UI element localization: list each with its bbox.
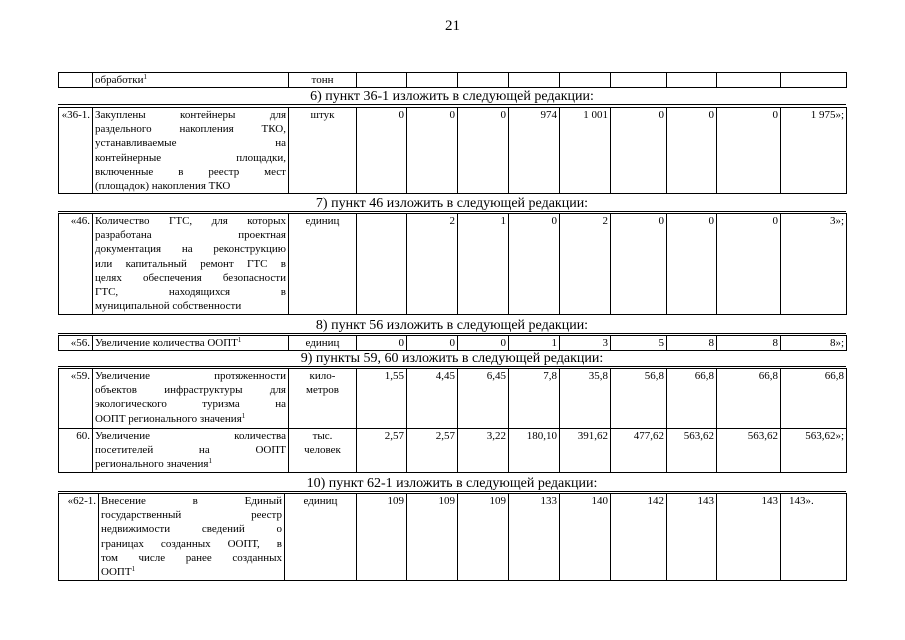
value-cell: 8: [717, 336, 781, 351]
item-unit: штук: [289, 108, 357, 194]
value-cell: 56,8: [611, 369, 667, 429]
value-cell: 109: [357, 494, 407, 581]
item-unit: кило- метров: [289, 369, 357, 429]
table-section-56: [58, 335, 847, 351]
value-cell: 0: [667, 214, 717, 315]
value-cell: 5: [611, 336, 667, 351]
value-cell: 0: [611, 214, 667, 315]
value-cell: 3»;: [781, 214, 847, 315]
value-cell: 35,8: [560, 369, 611, 429]
table-row: [59, 369, 847, 429]
item-code: «62-1.: [59, 494, 99, 581]
value-cell: 0: [611, 108, 667, 194]
divider: [58, 333, 846, 334]
item-name: Внесение в Единый государственный реестр недвижимости сведений о границах созданных ООПТ, в том числе ранее созданных ООПТ$^1$: [99, 494, 285, 581]
table-row: [59, 214, 847, 315]
value-cell: 0: [717, 108, 781, 194]
value-cell: 477,62: [611, 429, 667, 473]
value-cell: 563,62: [717, 429, 781, 473]
value-cell: 0: [458, 336, 509, 351]
table-fragment-top: [58, 72, 847, 88]
item-code: «36-1.: [59, 108, 93, 194]
value-cell: [357, 214, 407, 315]
item-unit: тыс. человек: [289, 429, 357, 473]
item-code: «46.: [59, 214, 93, 315]
value-cell: 8: [667, 336, 717, 351]
value-cell: 0: [407, 108, 458, 194]
table-section-46: [58, 213, 847, 315]
value-cell: 6,45: [458, 369, 509, 429]
value-cell: 2: [407, 214, 458, 315]
value-cell: 142: [611, 494, 667, 581]
item-code: 60.: [59, 429, 93, 473]
value-cell: 0: [458, 108, 509, 194]
value-cell: 1,55: [357, 369, 407, 429]
value-cell: 3,22: [458, 429, 509, 473]
value-cell: 140: [560, 494, 611, 581]
item-name: Увеличение количества посетителей на ООПТ регионального значения$^1$: [93, 429, 289, 473]
value-cell: 66,8: [717, 369, 781, 429]
instruction-text: 8) пункт 56 изложить в следующей редакции:: [315, 318, 589, 333]
table-row: [59, 336, 847, 351]
page-number: 21: [445, 18, 460, 34]
value-cell: 0: [509, 214, 560, 315]
value-cell: 563,62»;: [781, 429, 847, 473]
divider: [58, 104, 846, 105]
item-name: Закуплены контейнеры для раздельного накопления ТКО, устанавливаемые на контейнерные площадки, включенные в реестр мест (площадок) накопления ТКО: [93, 108, 289, 194]
item-unit: единиц: [289, 214, 357, 315]
value-cell: 0: [717, 214, 781, 315]
value-cell: 7,8: [509, 369, 560, 429]
value-cell: 66,8: [667, 369, 717, 429]
instruction-text: 7) пункт 46 изложить в следующей редакции:: [315, 196, 589, 211]
code-cell: [59, 73, 93, 88]
value-cell: 0: [357, 336, 407, 351]
name-cell: обработки$^1$: [93, 73, 289, 88]
table-section-59-60: [58, 368, 847, 473]
value-cell: 1 975»;: [781, 108, 847, 194]
table-row: [59, 108, 847, 194]
value-cell: 133: [509, 494, 560, 581]
value-cell: 143: [717, 494, 781, 581]
item-unit: единиц: [285, 494, 357, 581]
value-cell: 4,45: [407, 369, 458, 429]
value-cell: 391,62: [560, 429, 611, 473]
item-unit: единиц: [289, 336, 357, 351]
value-cell: 180,10: [509, 429, 560, 473]
value-cell: 2,57: [357, 429, 407, 473]
value-cell: 1 001: [560, 108, 611, 194]
value-cell: 8»;: [781, 336, 847, 351]
instruction-text: 6) пункт 36-1 изложить в следующей редакции:: [310, 89, 594, 104]
instruction-text: 9) пункты 59, 60 изложить в следующей редакции:: [300, 351, 604, 366]
divider: [58, 366, 846, 367]
value-cell: 0: [357, 108, 407, 194]
table-section-36-1: [58, 107, 847, 194]
value-cell: 1: [509, 336, 560, 351]
instruction-text: 10) пункт 62-1 изложить в следующей редакции:: [306, 476, 598, 491]
unit-cell: тонн: [289, 73, 357, 88]
item-name: Увеличение количества ООПТ$^1$: [93, 336, 289, 351]
value-cell: 66,8: [781, 369, 847, 429]
table-section-62-1: [58, 493, 847, 581]
value-cell: 2,57: [407, 429, 458, 473]
value-cell: 109: [458, 494, 509, 581]
value-cell: 974: [509, 108, 560, 194]
value-cell: 1: [458, 214, 509, 315]
divider: [58, 491, 846, 492]
table-row: [59, 73, 847, 88]
table-row: [59, 429, 847, 473]
item-name: Увеличение протяженности объектов инфраструктуры для экологического туризма на ООПТ регионального значения$^1$: [93, 369, 289, 429]
value-cell: 0: [407, 336, 458, 351]
value-cell: 143».: [781, 494, 847, 581]
value-cell: 109: [407, 494, 458, 581]
value-cell: 0: [667, 108, 717, 194]
table-row: [59, 494, 847, 581]
value-cell: 3: [560, 336, 611, 351]
value-cell: 563,62: [667, 429, 717, 473]
value-cell: 2: [560, 214, 611, 315]
item-name: Количество ГТС, для которых разработана проектная документация на реконструкцию или капитальный ремонт ГТС в целях обеспечения безопасности ГТС, находящихся в муниципальной собственности: [93, 214, 289, 315]
item-code: «56.: [59, 336, 93, 351]
value-cell: 143: [667, 494, 717, 581]
item-code: «59.: [59, 369, 93, 429]
divider: [58, 211, 846, 212]
